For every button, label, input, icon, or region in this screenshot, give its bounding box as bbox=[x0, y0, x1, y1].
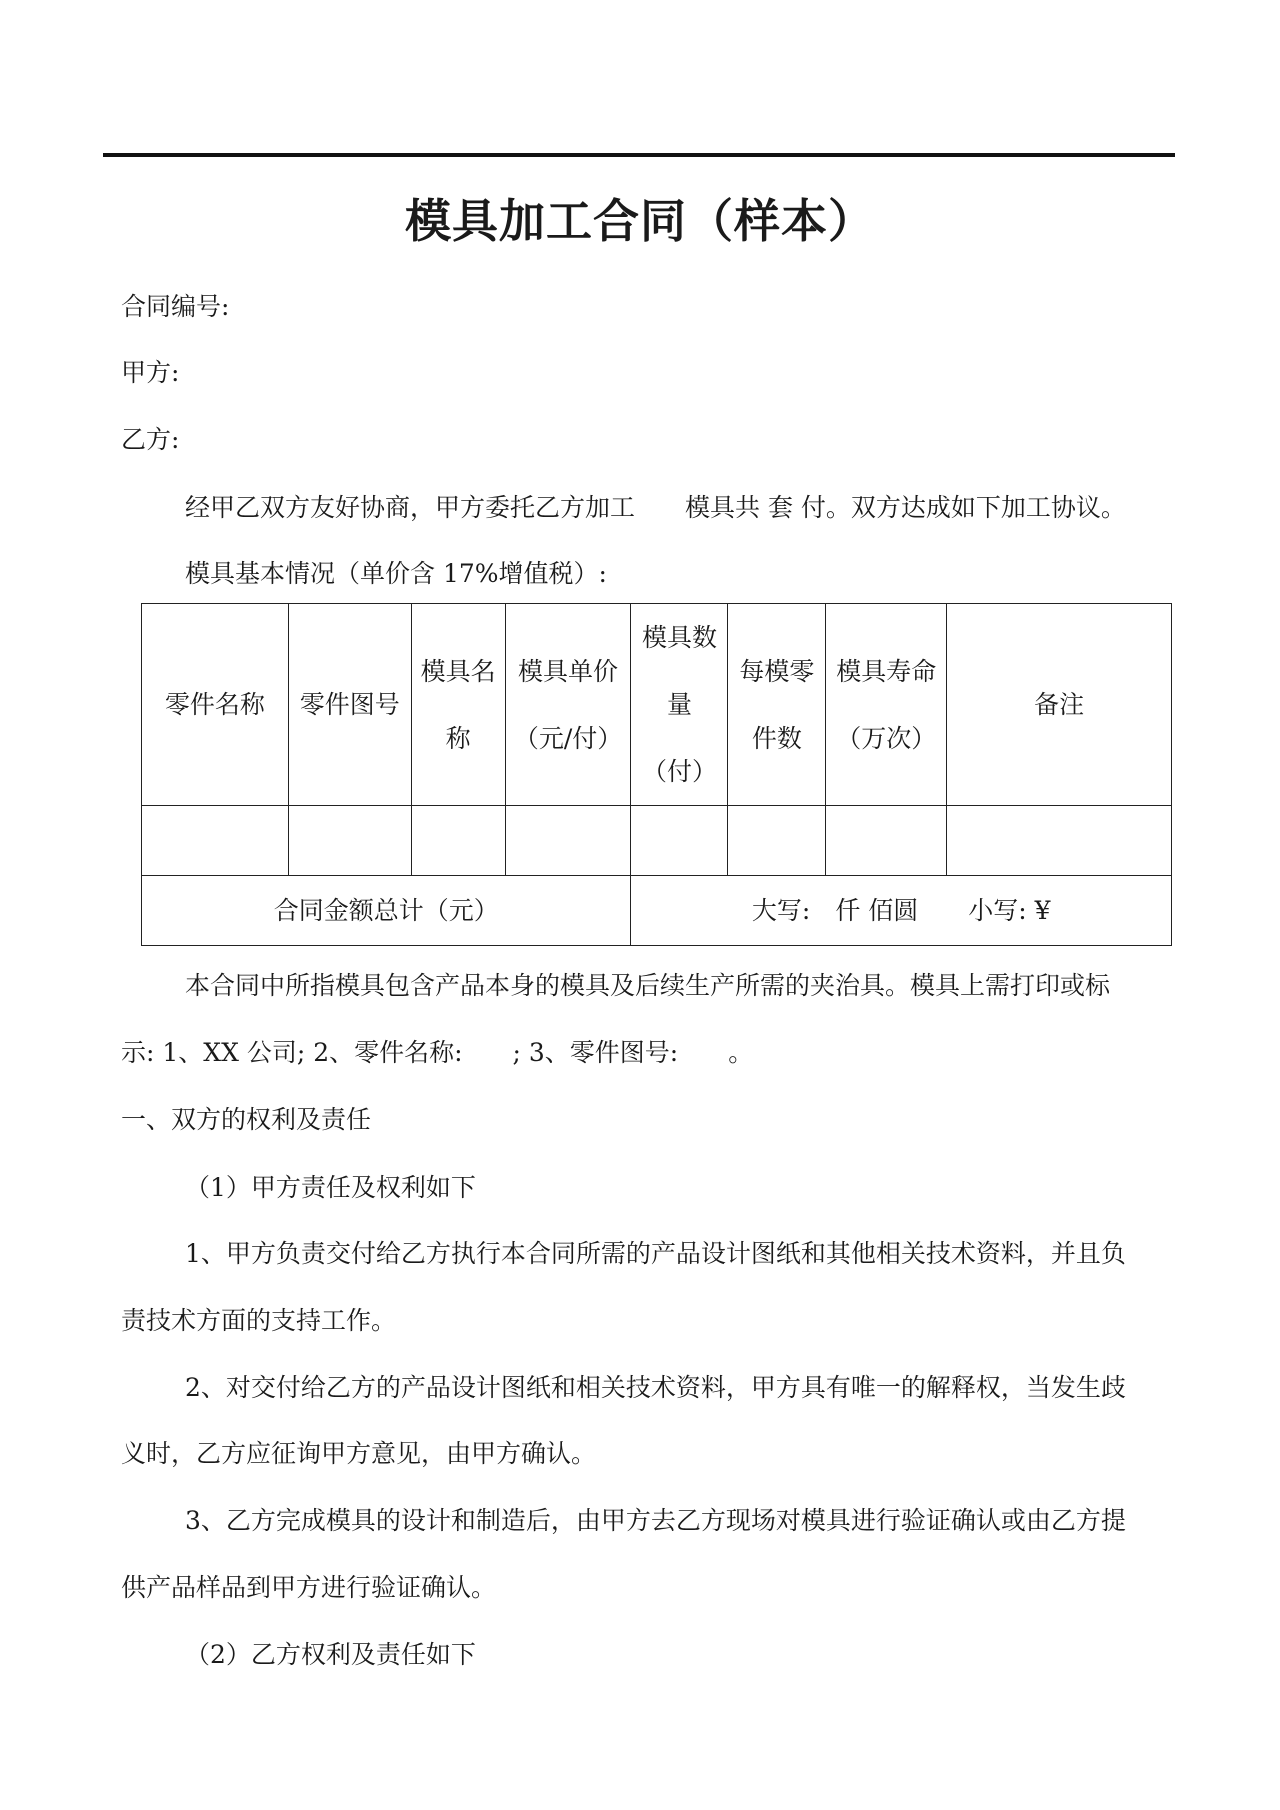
basic-info-label: 模具基本情况（单价含 17%增值税）: bbox=[185, 559, 607, 588]
marking-paragraph-line2: 示: 1、XX 公司; 2、零件名称: ; 3、零件图号: 。 bbox=[121, 1038, 754, 1067]
header-cell: 零件名称 bbox=[142, 604, 289, 806]
subsection-heading-1: （1）甲方责任及权利如下 bbox=[185, 1173, 476, 1202]
party-b-label: 乙方: bbox=[121, 425, 180, 454]
clause-2-line1: 2、对交付给乙方的产品设计图纸和相关技术资料，甲方具有唯一的解释权，当发生歧 bbox=[185, 1373, 1126, 1402]
total-value: 大写: 仟 佰圆 小写: ¥ bbox=[631, 876, 1172, 946]
header-cell: 模具寿命（万次） bbox=[826, 604, 947, 806]
clause-2-line2: 义时，乙方应征询甲方意见，由甲方确认。 bbox=[121, 1439, 597, 1468]
total-row bbox=[142, 876, 1172, 946]
table-row bbox=[142, 806, 1172, 876]
table-cell bbox=[411, 806, 505, 876]
header-cell: 模具单价（元/付） bbox=[505, 604, 631, 806]
header-cell: 每模零件数 bbox=[728, 604, 826, 806]
party-a-label: 甲方: bbox=[121, 358, 180, 387]
clause-3-line1: 3、乙方完成模具的设计和制造后，由甲方去乙方现场对模具进行验证确认或由乙方提 bbox=[185, 1506, 1126, 1535]
clause-1-line2: 责技术方面的支持工作。 bbox=[121, 1306, 397, 1335]
header-cell: 模具数量（付） bbox=[631, 604, 728, 806]
top-rule bbox=[103, 153, 1175, 157]
table-header-row bbox=[142, 604, 1172, 806]
table-cell bbox=[631, 806, 728, 876]
mold-spec-table bbox=[141, 603, 1172, 946]
clause-1-line1: 1、甲方负责交付给乙方执行本合同所需的产品设计图纸和其他相关技术资料，并且负 bbox=[185, 1239, 1126, 1268]
marking-paragraph-line1: 本合同中所指模具包含产品本身的模具及后续生产所需的夹治具。模具上需打印或标 bbox=[185, 971, 1111, 1000]
clause-3-line2: 供产品样品到甲方进行验证确认。 bbox=[121, 1573, 497, 1602]
table-cell bbox=[505, 806, 631, 876]
table-cell bbox=[728, 806, 826, 876]
intro-paragraph: 经甲乙双方友好协商，甲方委托乙方加工 模具共 套 付。双方达成如下加工协议。 bbox=[185, 493, 1126, 522]
header-cell: 备注 bbox=[947, 604, 1172, 806]
table-cell bbox=[142, 806, 289, 876]
table-cell bbox=[288, 806, 411, 876]
section-heading-1: 一、双方的权利及责任 bbox=[121, 1105, 372, 1134]
contract-number-label: 合同编号: bbox=[121, 292, 230, 321]
table-cell bbox=[947, 806, 1172, 876]
header-cell: 模具名称 bbox=[411, 604, 505, 806]
document-title: 模具加工合同（样本） bbox=[405, 194, 875, 248]
header-cell: 零件图号 bbox=[288, 604, 411, 806]
total-label: 合同金额总计（元） bbox=[142, 876, 631, 946]
table-cell bbox=[826, 806, 947, 876]
subsection-heading-2: （2）乙方权利及责任如下 bbox=[185, 1640, 476, 1669]
